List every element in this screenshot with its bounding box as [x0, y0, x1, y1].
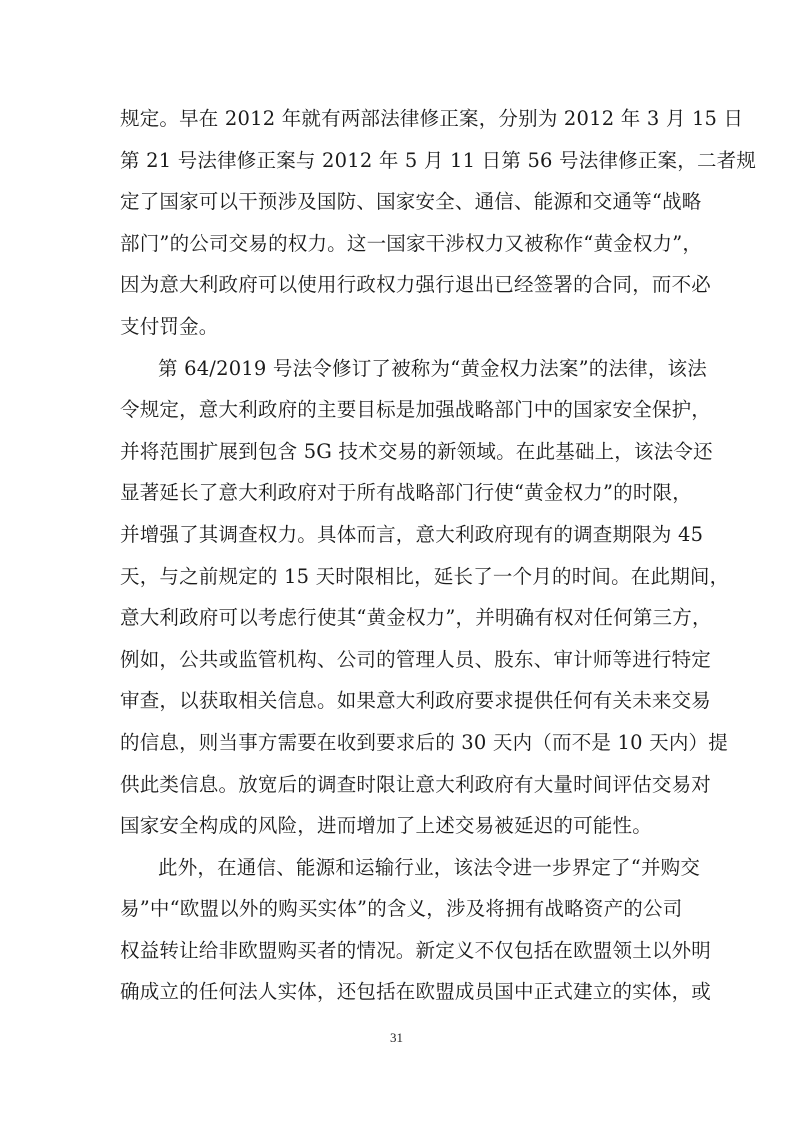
text-line: 权益转让给非欧盟购买者的情况。新定义不仅包括在欧盟领土以外明 — [120, 938, 712, 962]
text-line: 支付罚金。 — [120, 314, 219, 338]
text-line: 并将范围扩展到包含 5G 技术交易的新领域。在此基础上，该法令还 — [120, 439, 713, 463]
text-line: 易”中“欧盟以外的购买实体”的含义，涉及将拥有战略资产的公司 — [120, 897, 683, 921]
text-line: 第 64/2019 号法令修订了被称为“黄金权力法案”的法律，该法 — [158, 356, 707, 380]
text-line: 令规定，意大利政府的主要目标是加强战略部门中的国家安全保护， — [120, 398, 712, 422]
text-line: 并增强了其调查权力。具体而言，意大利政府现有的调查期限为 45 — [120, 522, 704, 546]
text-line: 确成立的任何法人实体，还包括在欧盟成员国中正式建立的实体，或 — [120, 980, 712, 1004]
text-line: 此外，在通信、能源和运输行业，该法令进一步界定了“并购交 — [158, 855, 701, 879]
text-line: 国家安全构成的风险，进而增加了上述交易被延迟的可能性。 — [120, 814, 652, 838]
text-line: 供此类信息。放宽后的调查时限让意大利政府有大量时间评估交易对 — [120, 772, 712, 796]
text-line: 部门”的公司交易的权力。这一国家干涉权力又被称作“黄金权力”， — [120, 231, 703, 255]
text-line: 审查，以获取相关信息。如果意大利政府要求提供任何有关未来交易 — [120, 689, 712, 713]
text-line: 天，与之前规定的 15 天时限相比，延长了一个月的时间。在此期间， — [120, 564, 730, 588]
paragraph-3 — [120, 847, 712, 1013]
body-text — [120, 98, 757, 1013]
text-line: 规定。早在 2012 年就有两部法律修正案，分别为 2012 年 3 月 15 日 — [120, 107, 744, 130]
text-line: 例如，公共或监管机构、公司的管理人员、股东、审计师等进行特定 — [120, 647, 712, 671]
text-line: 第 21 号法律修正案与 2012 年 5 月 11 日第 56 号法律修正案，二者规 — [120, 148, 757, 172]
text-line: 因为意大利政府可以使用行政权力强行退出已经签署的合同，而不必 — [120, 273, 712, 297]
text-line: 的信息，则当事方需要在收到要求后的 30 天内（而不是 10 天内）提 — [120, 730, 728, 754]
text-line: 定了国家可以干预涉及国防、国家安全、通信、能源和交通等“战略 — [120, 190, 702, 214]
text-line: 意大利政府可以考虑行使其“黄金权力”，并明确有权对任何第三方， — [120, 606, 712, 630]
page-number: 31 — [390, 1030, 403, 1045]
paragraph-2 — [120, 348, 730, 847]
paragraph-1 — [120, 98, 757, 348]
text-line: 显著延长了意大利政府对于所有战略部门行使“黄金权力”的时限， — [120, 481, 692, 505]
